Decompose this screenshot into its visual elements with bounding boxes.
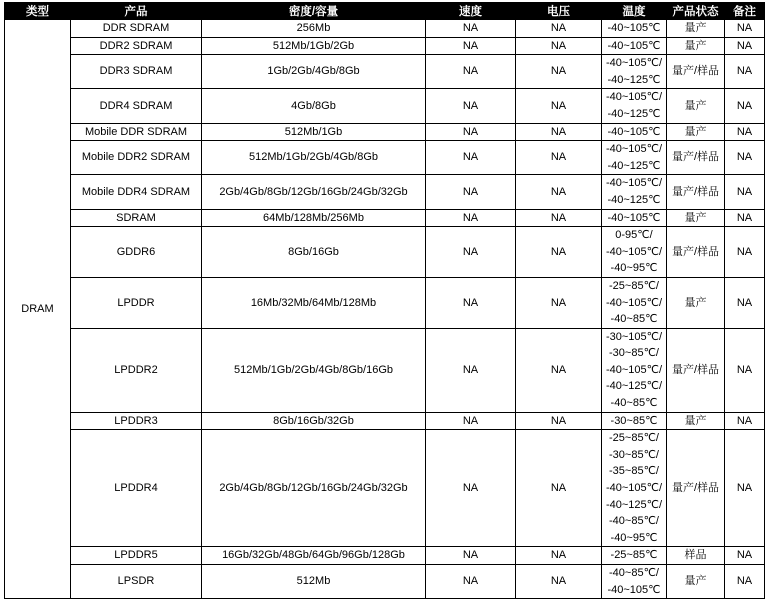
status-cell: 量产 bbox=[667, 565, 725, 599]
table-row bbox=[5, 89, 765, 123]
header-product: 产品 bbox=[71, 3, 202, 20]
dram-product-table bbox=[4, 2, 765, 599]
header-voltage: 电压 bbox=[516, 3, 602, 20]
density-cell: 512Mb/1Gb bbox=[202, 123, 426, 141]
remark-cell: NA bbox=[725, 141, 765, 175]
speed-cell: NA bbox=[426, 175, 516, 209]
temperature-line: -40~105℃/ bbox=[605, 296, 663, 309]
status-cell: 量产 bbox=[667, 123, 725, 141]
temperature-cell bbox=[602, 277, 667, 328]
table-row bbox=[5, 37, 765, 55]
temperature-line: -40~105℃ bbox=[607, 583, 661, 596]
table-row bbox=[5, 123, 765, 141]
voltage-cell: NA bbox=[516, 37, 602, 55]
header-speed: 速度 bbox=[426, 3, 516, 20]
product-cell: DDR3 SDRAM bbox=[71, 55, 202, 89]
product-cell: Mobile DDR4 SDRAM bbox=[71, 175, 202, 209]
status-cell: 量产/样品 bbox=[667, 430, 725, 547]
density-cell: 512Mb/1Gb/2Gb bbox=[202, 37, 426, 55]
voltage-cell: NA bbox=[516, 209, 602, 227]
density-cell: 2Gb/4Gb/8Gb/12Gb/16Gb/24Gb/32Gb bbox=[202, 175, 426, 209]
temperature-line: -25~85℃/ bbox=[609, 432, 659, 445]
status-cell: 量产 bbox=[667, 209, 725, 227]
status-cell: 量产 bbox=[667, 277, 725, 328]
temperature-line: -30~85℃/ bbox=[609, 347, 659, 360]
header-type: 类型 bbox=[5, 3, 71, 20]
temperature-line: -40~105℃ bbox=[607, 22, 661, 34]
temperature-cell bbox=[602, 430, 667, 547]
density-cell: 512Mb bbox=[202, 565, 426, 599]
table-row bbox=[5, 430, 765, 547]
table-row bbox=[5, 175, 765, 209]
status-cell: 量产/样品 bbox=[667, 227, 725, 278]
status-cell: 量产/样品 bbox=[667, 328, 725, 412]
table-body bbox=[5, 20, 765, 599]
temperature-line: -40~125℃ bbox=[607, 73, 661, 86]
density-cell: 512Mb/1Gb/2Gb/4Gb/8Gb/16Gb bbox=[202, 328, 426, 412]
header-status: 产品状态 bbox=[667, 3, 725, 20]
temperature-line: -40~105℃/ bbox=[605, 363, 663, 376]
header-temperature: 温度 bbox=[602, 3, 667, 20]
header-remark: 备注 bbox=[725, 3, 765, 20]
temperature-line: -40~125℃ bbox=[607, 107, 661, 120]
temperature-cell bbox=[602, 227, 667, 278]
temperature-line: -40~105℃/ bbox=[605, 91, 663, 104]
table-row bbox=[5, 209, 765, 227]
temperature-cell bbox=[602, 141, 667, 175]
density-cell: 8Gb/16Gb bbox=[202, 227, 426, 278]
product-cell: DDR2 SDRAM bbox=[71, 37, 202, 55]
temperature-cell bbox=[602, 328, 667, 412]
remark-cell: NA bbox=[725, 547, 765, 565]
temperature-line: -25~85℃/ bbox=[609, 279, 659, 292]
table-row bbox=[5, 141, 765, 175]
speed-cell: NA bbox=[426, 209, 516, 227]
density-cell: 2Gb/4Gb/8Gb/12Gb/16Gb/24Gb/32Gb bbox=[202, 430, 426, 547]
remark-cell: NA bbox=[725, 209, 765, 227]
status-cell: 量产/样品 bbox=[667, 55, 725, 89]
status-cell: 样品 bbox=[667, 547, 725, 565]
table-row bbox=[5, 20, 765, 38]
temperature-line: -40~95℃ bbox=[610, 531, 658, 544]
temperature-line: -40~85℃/ bbox=[609, 567, 659, 579]
speed-cell: NA bbox=[426, 277, 516, 328]
product-cell: SDRAM bbox=[71, 209, 202, 227]
product-cell: Mobile DDR SDRAM bbox=[71, 123, 202, 141]
product-cell: LPDDR4 bbox=[71, 430, 202, 547]
density-cell: 512Mb/1Gb/2Gb/4Gb/8Gb bbox=[202, 141, 426, 175]
table-row bbox=[5, 412, 765, 430]
voltage-cell: NA bbox=[516, 565, 602, 599]
temperature-line: -40~105℃ bbox=[607, 211, 661, 224]
density-cell: 1Gb/2Gb/4Gb/8Gb bbox=[202, 55, 426, 89]
voltage-cell: NA bbox=[516, 412, 602, 430]
table-row bbox=[5, 55, 765, 89]
table-row bbox=[5, 328, 765, 412]
status-cell: 量产 bbox=[667, 20, 725, 38]
product-cell: LPDDR5 bbox=[71, 547, 202, 565]
speed-cell: NA bbox=[426, 547, 516, 565]
temperature-cell bbox=[602, 565, 667, 599]
temperature-cell bbox=[602, 175, 667, 209]
temperature-cell bbox=[602, 547, 667, 565]
temperature-cell bbox=[602, 37, 667, 55]
temperature-line: -40~105℃/ bbox=[605, 143, 663, 156]
density-cell: 256Mb bbox=[202, 20, 426, 38]
temperature-line: -40~125℃/ bbox=[605, 380, 663, 393]
voltage-cell: NA bbox=[516, 123, 602, 141]
speed-cell: NA bbox=[426, 227, 516, 278]
table-row bbox=[5, 547, 765, 565]
product-cell: LPDDR bbox=[71, 277, 202, 328]
temperature-line: -40~105℃/ bbox=[605, 177, 663, 190]
table-header-row bbox=[5, 3, 765, 20]
speed-cell: NA bbox=[426, 412, 516, 430]
temperature-line: -40~85℃/ bbox=[609, 515, 659, 528]
header-density: 密度/容量 bbox=[202, 3, 426, 20]
speed-cell: NA bbox=[426, 20, 516, 38]
remark-cell: NA bbox=[725, 412, 765, 430]
remark-cell: NA bbox=[725, 430, 765, 547]
speed-cell: NA bbox=[426, 55, 516, 89]
product-cell: LPDDR3 bbox=[71, 412, 202, 430]
temperature-line: -40~125℃ bbox=[607, 193, 661, 206]
voltage-cell: NA bbox=[516, 227, 602, 278]
type-cell: DRAM bbox=[5, 20, 71, 599]
status-cell: 量产 bbox=[667, 412, 725, 430]
remark-cell: NA bbox=[725, 175, 765, 209]
temperature-line: -40~125℃ bbox=[607, 159, 661, 172]
speed-cell: NA bbox=[426, 89, 516, 123]
voltage-cell: NA bbox=[516, 175, 602, 209]
remark-cell: NA bbox=[725, 89, 765, 123]
voltage-cell: NA bbox=[516, 547, 602, 565]
temperature-line: -40~125℃/ bbox=[605, 498, 663, 511]
remark-cell: NA bbox=[725, 123, 765, 141]
density-cell: 16Mb/32Mb/64Mb/128Mb bbox=[202, 277, 426, 328]
remark-cell: NA bbox=[725, 565, 765, 599]
temperature-line: -40~85℃ bbox=[610, 313, 658, 326]
temperature-line: -40~105℃ bbox=[607, 39, 661, 52]
remark-cell: NA bbox=[725, 328, 765, 412]
table-row bbox=[5, 277, 765, 328]
temperature-cell bbox=[602, 123, 667, 141]
temperature-line: -40~105℃/ bbox=[605, 57, 663, 70]
voltage-cell: NA bbox=[516, 328, 602, 412]
speed-cell: NA bbox=[426, 565, 516, 599]
remark-cell: NA bbox=[725, 277, 765, 328]
remark-cell: NA bbox=[725, 227, 765, 278]
product-cell: LPSDR bbox=[71, 565, 202, 599]
product-cell: LPDDR2 bbox=[71, 328, 202, 412]
temperature-line: -40~85℃ bbox=[610, 397, 658, 410]
density-cell: 4Gb/8Gb bbox=[202, 89, 426, 123]
temperature-line: -30~85℃/ bbox=[609, 448, 659, 461]
voltage-cell: NA bbox=[516, 89, 602, 123]
temperature-line: -40~105℃ bbox=[607, 125, 661, 138]
temperature-cell bbox=[602, 20, 667, 38]
speed-cell: NA bbox=[426, 37, 516, 55]
voltage-cell: NA bbox=[516, 20, 602, 38]
temperature-line: -40~105℃/ bbox=[605, 482, 663, 495]
density-cell: 8Gb/16Gb/32Gb bbox=[202, 412, 426, 430]
product-cell: DDR4 SDRAM bbox=[71, 89, 202, 123]
status-cell: 量产/样品 bbox=[667, 175, 725, 209]
status-cell: 量产 bbox=[667, 89, 725, 123]
speed-cell: NA bbox=[426, 430, 516, 547]
product-cell: DDR SDRAM bbox=[71, 20, 202, 38]
speed-cell: NA bbox=[426, 123, 516, 141]
voltage-cell: NA bbox=[516, 141, 602, 175]
density-cell: 64Mb/128Mb/256Mb bbox=[202, 209, 426, 227]
temperature-line: -40~105℃/ bbox=[605, 245, 663, 258]
table-row bbox=[5, 227, 765, 278]
temperature-cell bbox=[602, 412, 667, 430]
table-row bbox=[5, 565, 765, 599]
density-cell: 16Gb/32Gb/48Gb/64Gb/96Gb/128Gb bbox=[202, 547, 426, 565]
voltage-cell: NA bbox=[516, 430, 602, 547]
remark-cell: NA bbox=[725, 55, 765, 89]
remark-cell: NA bbox=[725, 37, 765, 55]
voltage-cell: NA bbox=[516, 55, 602, 89]
temperature-line: -40~95℃ bbox=[610, 262, 658, 275]
temperature-line: -25~85℃ bbox=[610, 549, 658, 562]
speed-cell: NA bbox=[426, 141, 516, 175]
temperature-cell bbox=[602, 55, 667, 89]
remark-cell: NA bbox=[725, 20, 765, 38]
temperature-line: 0-95℃/ bbox=[615, 229, 653, 242]
temperature-cell bbox=[602, 89, 667, 123]
product-cell: GDDR6 bbox=[71, 227, 202, 278]
product-table-container bbox=[4, 2, 765, 599]
product-cell: Mobile DDR2 SDRAM bbox=[71, 141, 202, 175]
temperature-line: -30~105℃/ bbox=[605, 330, 663, 343]
voltage-cell: NA bbox=[516, 277, 602, 328]
speed-cell: NA bbox=[426, 328, 516, 412]
temperature-line: -30~85℃ bbox=[610, 414, 658, 427]
temperature-cell bbox=[602, 209, 667, 227]
temperature-line: -35~85℃/ bbox=[609, 465, 659, 478]
status-cell: 量产/样品 bbox=[667, 141, 725, 175]
status-cell: 量产 bbox=[667, 37, 725, 55]
